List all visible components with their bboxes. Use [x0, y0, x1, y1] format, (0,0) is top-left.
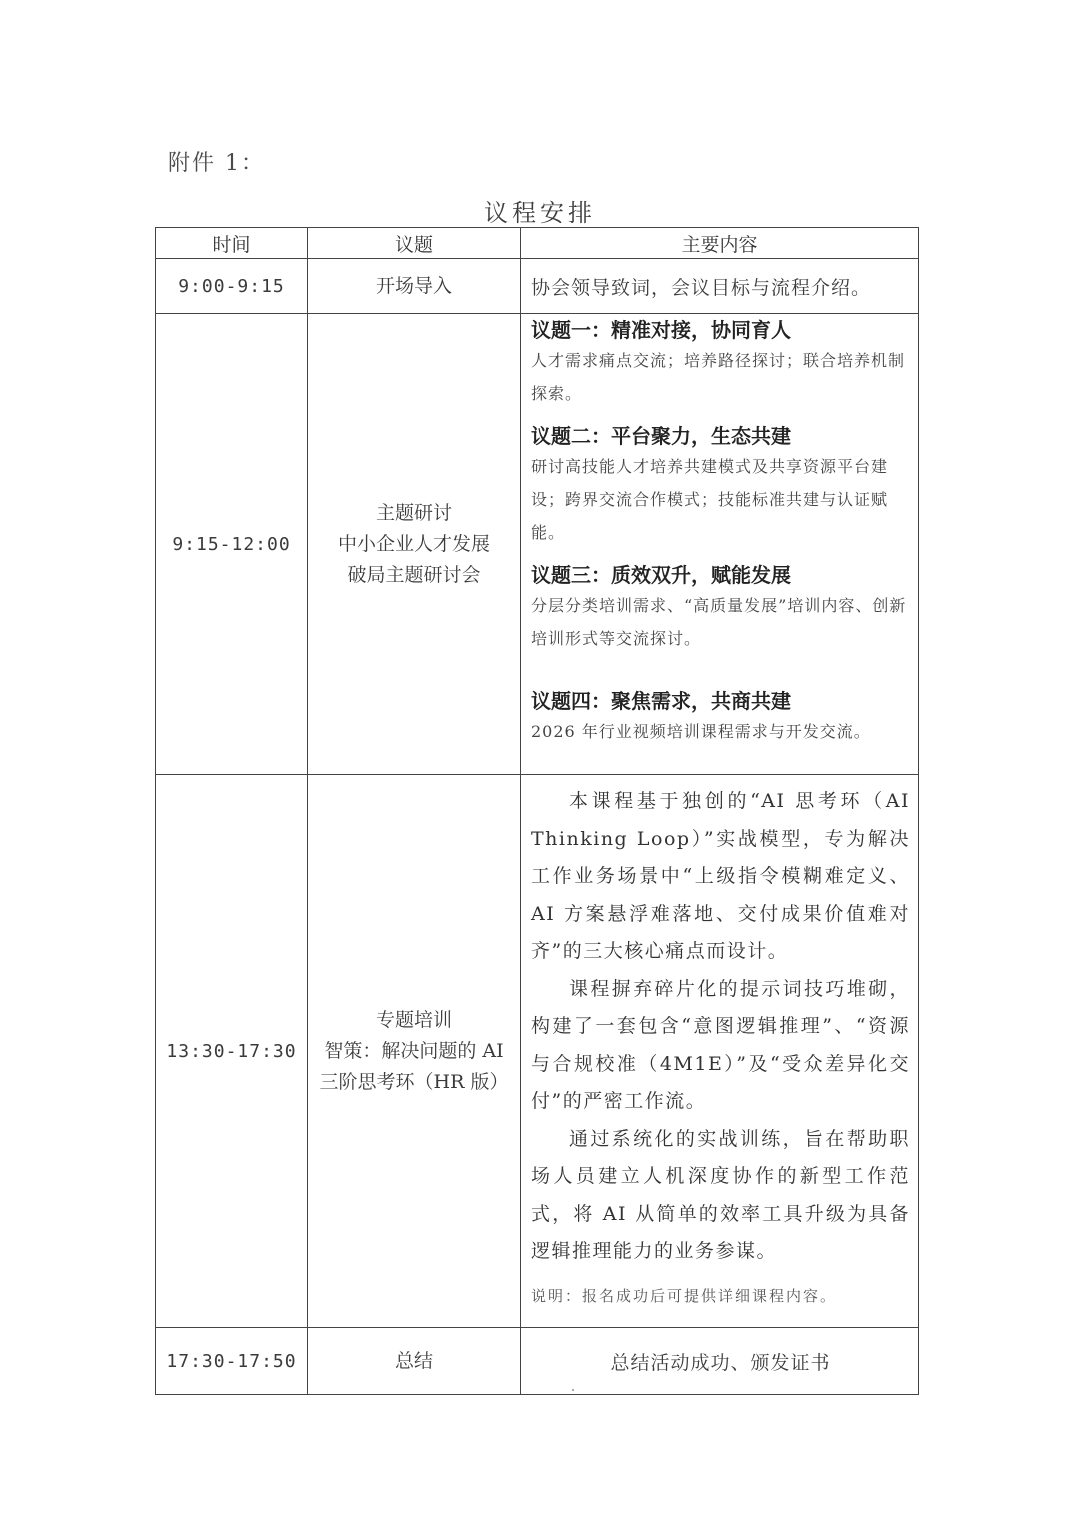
- issue-block: [531, 422, 910, 549]
- table-header-row: [156, 228, 919, 259]
- scan-speck: [572, 1389, 574, 1391]
- issue-body: 研讨高技能人才培养共建模式及共享资源平台建设；跨界交流合作模式；技能标准共建与认证赋能。: [531, 457, 889, 542]
- agenda-table: [155, 227, 919, 1395]
- table-row: [156, 259, 919, 314]
- course-paragraph: 本课程基于独创的“AI 思考环（AI Thinking Loop）”实战模型，专为解决工作业务场景中“上级指令模糊难定义、AI 方案悬浮难落地、交付成果价值难对齐”的三大核心痛点而设计。: [531, 790, 910, 962]
- content-cell: 总结活动成功、颁发证书: [521, 1328, 919, 1395]
- topic-line: 破局主题研讨会: [347, 563, 481, 586]
- issue-title: 议题三：质效双升，赋能发展: [531, 563, 791, 587]
- header-topic: 议题: [308, 228, 521, 259]
- course-note: 说明：报名成功后可提供详细课程内容。: [531, 1286, 838, 1305]
- table-row: [156, 314, 919, 775]
- course-paragraph: 课程摒弃碎片化的提示词技巧堆砌，构建了一套包含“意图逻辑推理”、“资源与合规校准（4M1E）”及“受众差异化交付”的严密工作流。: [531, 977, 910, 1112]
- content-cell: 协会领导致词，会议目标与流程介绍。: [521, 259, 919, 314]
- table-row: [156, 1328, 919, 1395]
- issue-title: 议题四：聚焦需求，共商共建: [531, 689, 791, 713]
- course-paragraph: 通过系统化的实战训练，旨在帮助职场人员建立人机深度协作的新型工作范式，将 AI 从简单的效率工具升级为具备逻辑推理能力的业务参谋。: [531, 1127, 910, 1262]
- time-cell: 9:00-9:15: [156, 259, 308, 314]
- issue-block: [531, 561, 910, 655]
- topic-cell: [308, 775, 521, 1328]
- header-content: 主要内容: [521, 228, 919, 259]
- attachment-label: 附件 1：: [168, 151, 265, 176]
- content-cell: [521, 314, 919, 775]
- topic-line: 三阶思考环（HR 版）: [319, 1070, 509, 1093]
- time-cell: 17:30-17:50: [156, 1328, 308, 1395]
- table-row: [156, 775, 919, 1328]
- topic-cell: 总结: [308, 1328, 521, 1395]
- topic-cell: 开场导入: [308, 259, 521, 314]
- issue-body: 2026 年行业视频培训课程需求与开发交流。: [531, 722, 871, 741]
- time-cell: 9:15-12:00: [156, 314, 308, 775]
- header-time: 时间: [156, 228, 308, 259]
- document-title: 议程安排: [484, 199, 596, 227]
- issue-title: 议题一：精准对接，协同育人: [531, 318, 791, 342]
- topic-line: 中小企业人才发展: [337, 532, 490, 555]
- topic-cell: [308, 314, 521, 775]
- issue-block: [531, 316, 910, 410]
- topic-line: 智策：解决问题的 AI: [324, 1039, 504, 1062]
- issue-title: 议题二：平台聚力，生态共建: [531, 424, 791, 448]
- topic-line: 专题培训: [375, 1008, 452, 1031]
- issue-body: 分层分类培训需求、“高质量发展”培训内容、创新培训形式等交流探讨。: [531, 596, 907, 648]
- topic-line: 主题研讨: [375, 501, 452, 524]
- content-cell: [521, 775, 919, 1328]
- issue-body: 人才需求痛点交流；培养路径探讨；联合培养机制探索。: [531, 351, 906, 403]
- issue-block: [531, 687, 910, 748]
- time-cell: 13:30-17:30: [156, 775, 308, 1328]
